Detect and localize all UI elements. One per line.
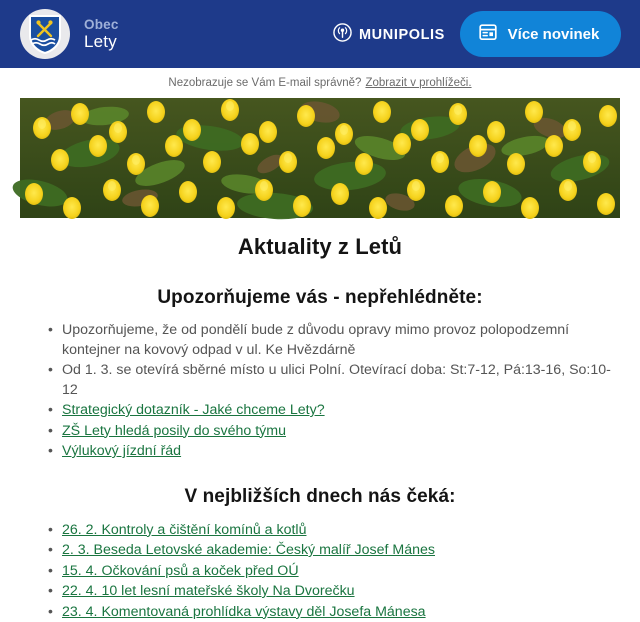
list-item-link[interactable]: 15. 4. Očkování psů a koček před OÚ [62, 563, 299, 579]
more-news-button[interactable] [460, 11, 621, 57]
site-header [0, 0, 640, 68]
list-item-link[interactable]: Strategický dotazník - Jaké chceme Lety? [62, 402, 325, 418]
munipolis-logo[interactable] [333, 23, 445, 47]
list-item-link[interactable]: 2. 3. Beseda Letovské akademie: Český malíř Josef Mánes [62, 542, 435, 558]
hero-flowers-image [20, 98, 620, 218]
brand-subtitle: Obec [84, 17, 119, 32]
notices-list [20, 321, 620, 462]
list-item [48, 442, 620, 462]
list-item [48, 562, 620, 582]
list-item [48, 361, 620, 400]
view-in-browser-link[interactable]: Zobrazit v prohlížeči. [365, 77, 471, 89]
hero-banner-wrap [0, 98, 640, 218]
list-item-link[interactable]: 26. 2. Kontroly a čištění komínů a kotlů [62, 522, 306, 538]
more-news-label: Více novinek [508, 26, 600, 43]
coat-of-arms-icon [20, 9, 70, 59]
list-item [48, 603, 620, 622]
section-heading-notices: Upozorňujeme vás - nepřehlédněte: [20, 287, 620, 309]
list-item [48, 541, 620, 561]
list-item-link[interactable]: ZŠ Lety hledá posily do svého týmu [62, 423, 286, 439]
list-item [48, 521, 620, 541]
newspaper-icon [478, 22, 498, 46]
list-item-link[interactable]: 23. 4. Komentovaná prohlídka výstavy děl Josefa Mánesa [62, 604, 426, 620]
munipolis-label: MUNIPOLIS [359, 27, 445, 43]
list-item-text: Od 1. 3. se otevírá sběrné místo u ulici Polní. Otevírací doba: St:7-12, Pá:13-16, So:10-12 [62, 362, 611, 398]
newsletter-content [0, 234, 640, 622]
page-title: Aktuality z Letů [20, 234, 620, 260]
broadcast-signal-icon [333, 23, 352, 47]
events-list [20, 521, 620, 622]
list-item [48, 582, 620, 602]
list-item-text: Upozorňujeme, že od pondělí bude z důvodu opravy mimo provoz polopodzemní kontejner na kovový odpad v ul. Ke Hvězdárně [62, 322, 569, 358]
section-heading-events: V nejbližších dnech nás čeká: [20, 486, 620, 508]
brand-block[interactable] [20, 9, 119, 59]
list-item [48, 321, 620, 360]
notice-text: Nezobrazuje se Vám E-mail správně? [168, 77, 361, 89]
list-item-link[interactable]: 22. 4. 10 let lesní mateřské školy Na Dvorečku [62, 583, 355, 599]
list-item [48, 422, 620, 442]
browser-view-notice [0, 68, 640, 98]
list-item-link[interactable]: Výlukový jízdní řád [62, 443, 181, 459]
brand-title: Lety [84, 32, 119, 51]
list-item [48, 401, 620, 421]
